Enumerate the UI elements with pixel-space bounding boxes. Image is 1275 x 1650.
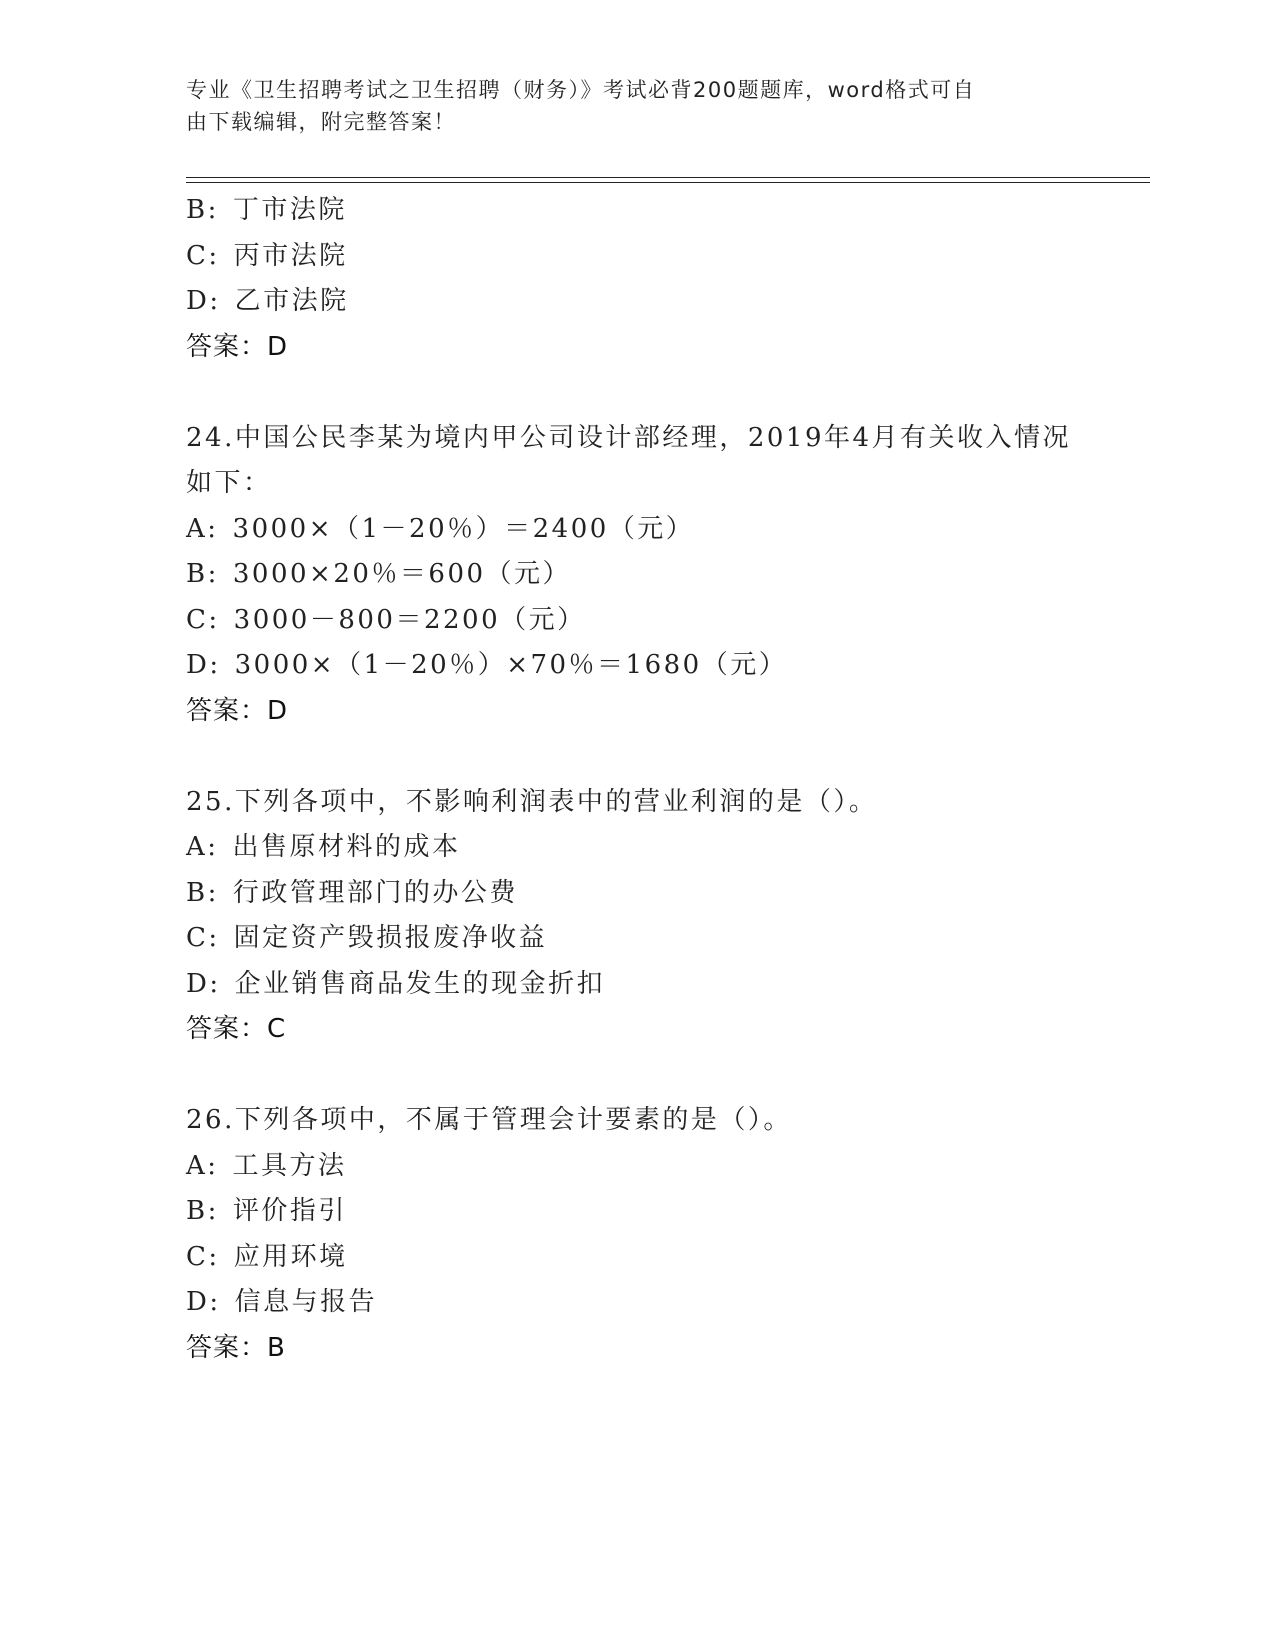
option-c [186,234,1146,280]
option-text: 行政管理部门的办公费 [232,877,518,908]
option-text: 丁市法院 [232,195,347,225]
option-label: D: [186,968,221,999]
header-line-2: 由下载编辑，附完整答案！ [186,110,456,134]
option-d [186,279,1146,325]
header-divider-top [186,177,1150,178]
question-25 [186,780,1146,1053]
option-text: 3000×20％＝600（元） [232,559,572,589]
option-c [186,598,1146,644]
answer-line: 答案：D [186,331,289,362]
document-body [186,188,1146,1371]
option-label: B: [186,877,219,908]
option-a [186,1144,1146,1190]
option-text: 应用环境 [233,1241,348,1272]
option-label: A: [186,1150,219,1181]
question-stem-continued: 如下： [186,468,272,498]
option-text: 工具方法 [232,1150,347,1181]
option-d [186,1280,1146,1326]
answer-line: 答案：C [186,1014,287,1044]
option-text: 丙市法院 [233,240,348,271]
option-label: A: [186,832,219,862]
spacer [186,370,1146,416]
header-line-1: 专业《卫生招聘考试之卫生招聘（财务）》考试必背200题题库，word格式可自 [186,78,976,102]
option-label: A: [186,513,219,544]
option-label: D: [186,1287,221,1317]
option-c [186,916,1146,962]
option-text: 3000×（1－20％）＝2400（元） [232,513,695,544]
option-label: D: [186,650,221,680]
option-text: 3000×（1－20％）×70％＝1680（元） [234,650,788,680]
option-text: 乙市法院 [234,286,349,316]
option-text: 企业销售商品发生的现金折扣 [234,968,606,999]
question-26 [186,1098,1146,1371]
option-d [186,643,1146,689]
question-stem: 26.下列各项中，不属于管理会计要素的是（）。 [186,1105,792,1135]
option-text: 评价指引 [232,1196,347,1226]
option-b [186,188,1146,234]
document-header [186,74,1066,138]
option-label: C: [186,923,220,953]
option-text: 3000－800＝2200（元） [233,604,586,635]
option-b [186,1189,1146,1235]
answer-line: 答案：D [186,695,289,726]
option-b [186,552,1146,598]
option-label: B: [186,1196,219,1226]
option-text: 固定资产毁损报废净收益 [233,923,548,953]
question-23-continuation [186,188,1146,370]
header-divider-bottom [186,182,1150,183]
option-text: 出售原材料的成本 [232,832,461,862]
option-a [186,825,1146,871]
option-label: C: [186,604,220,635]
option-text: 信息与报告 [234,1287,378,1317]
option-label: D: [186,286,221,316]
question-stem: 24.中国公民李某为境内甲公司设计部经理，2019年4月有关收入情况 [186,422,1072,453]
option-a [186,507,1146,553]
option-b [186,871,1146,917]
answer-line: 答案：B [186,1332,286,1363]
option-label: C: [186,1241,220,1272]
option-label: C: [186,240,220,271]
option-label: B: [186,559,219,589]
spacer [186,734,1146,780]
option-label: B: [186,195,219,225]
option-c [186,1235,1146,1281]
question-stem: 25.下列各项中，不影响利润表中的营业利润的是（）。 [186,786,878,817]
option-d [186,962,1146,1008]
question-24 [186,416,1146,735]
spacer [186,1053,1146,1099]
